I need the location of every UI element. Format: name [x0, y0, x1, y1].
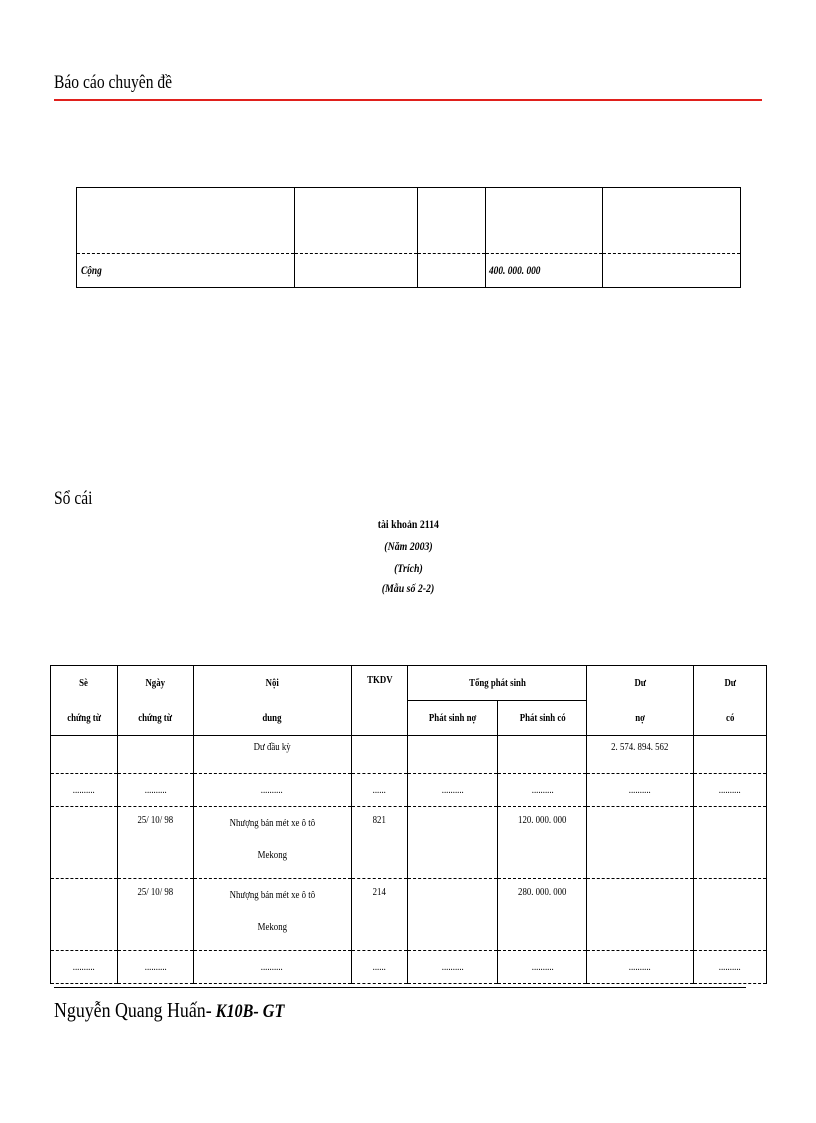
ellipsis: ..........: [629, 961, 652, 973]
footer-divider: [54, 987, 746, 988]
row-content-line2: Mekong: [257, 849, 287, 861]
header-doc-no-1: Sè: [79, 677, 89, 690]
header-balance-debit-1: Dư: [634, 677, 646, 690]
ellipsis: ..........: [441, 784, 464, 796]
ledger-form: (Mẫu số 2-2): [381, 581, 435, 595]
ledger-excerpt: (Trích): [393, 561, 423, 575]
footer: [54, 998, 284, 1023]
ellipsis: ......: [372, 784, 387, 796]
header-balance-credit-1: Dư: [724, 677, 736, 690]
header-doc-date-2: chứng từ: [138, 711, 173, 724]
row-content-line1: Nhượng bán mét xe ô tô: [229, 817, 315, 829]
table-row: [51, 774, 767, 807]
row-content-line2: Mekong: [257, 921, 287, 933]
ellipsis: ..........: [441, 961, 464, 973]
header-tkdv: TKDV: [366, 674, 393, 686]
row-credit: 280. 000. 000: [518, 886, 567, 898]
ellipsis: ......: [372, 961, 387, 973]
ledger-account: tài khoản 2114: [377, 517, 439, 531]
ledger-section-title: Sổ cái: [54, 488, 93, 509]
row-date: 25/ 10/ 98: [137, 886, 174, 898]
table-row: [51, 736, 767, 774]
summary-cell: [294, 188, 418, 254]
opening-debit-balance: 2. 574. 894. 562: [611, 741, 669, 753]
header-content-2: dung: [262, 711, 282, 724]
summary-cell: [418, 188, 486, 254]
ellipsis: ..........: [144, 784, 167, 796]
ellipsis: ..........: [629, 784, 652, 796]
ledger-year: (Năm 2003): [383, 539, 433, 553]
header-balance-debit-2: nợ: [635, 711, 646, 724]
header-total-arising: Tổng phát sinh: [468, 677, 526, 689]
header-credit-arising: Phát sinh có: [519, 712, 566, 724]
row-tkdv: 214: [372, 886, 387, 898]
summary-table: [76, 187, 741, 288]
row-content-line1: Nhượng bán mét xe ô tô: [229, 889, 315, 901]
ellipsis: ..........: [531, 784, 554, 796]
table-row: [51, 951, 767, 984]
header-doc-no-2: chứng từ: [67, 711, 101, 724]
row-tkdv: 821: [372, 814, 387, 826]
row-credit: 120. 000. 000: [518, 814, 567, 826]
header-divider: [54, 99, 762, 101]
header-content-1: Nội: [265, 677, 279, 690]
ledger-table: [50, 665, 767, 984]
opening-balance-label: Dư đầu kỳ: [253, 741, 291, 753]
table-row: [51, 879, 767, 951]
header-debit-arising: Phát sinh nợ: [429, 712, 477, 724]
summary-cell: [603, 188, 741, 254]
ellipsis: ..........: [531, 961, 554, 973]
ellipsis: ..........: [261, 961, 284, 973]
total-label: Cộng: [81, 262, 102, 277]
row-date: 25/ 10/ 98: [137, 814, 174, 826]
header-balance-credit-2: có: [725, 711, 735, 724]
table-row: [51, 807, 767, 879]
ellipsis: ..........: [719, 961, 742, 973]
footer-class-code: K10B- GT: [211, 1001, 285, 1022]
ellipsis: ..........: [261, 784, 284, 796]
footer-author: Nguyễn Quang Huấn-: [54, 998, 212, 1022]
ellipsis: ..........: [72, 961, 95, 973]
ellipsis: ..........: [144, 961, 167, 973]
ellipsis: ..........: [719, 784, 742, 796]
header-doc-date-1: Ngày: [145, 677, 166, 690]
report-header-title: Báo cáo chuyên đề: [54, 72, 173, 93]
summary-cell: [486, 188, 603, 254]
ellipsis: ..........: [72, 784, 95, 796]
summary-cell: [77, 188, 295, 254]
total-amount: 400. 000. 000: [489, 262, 541, 277]
